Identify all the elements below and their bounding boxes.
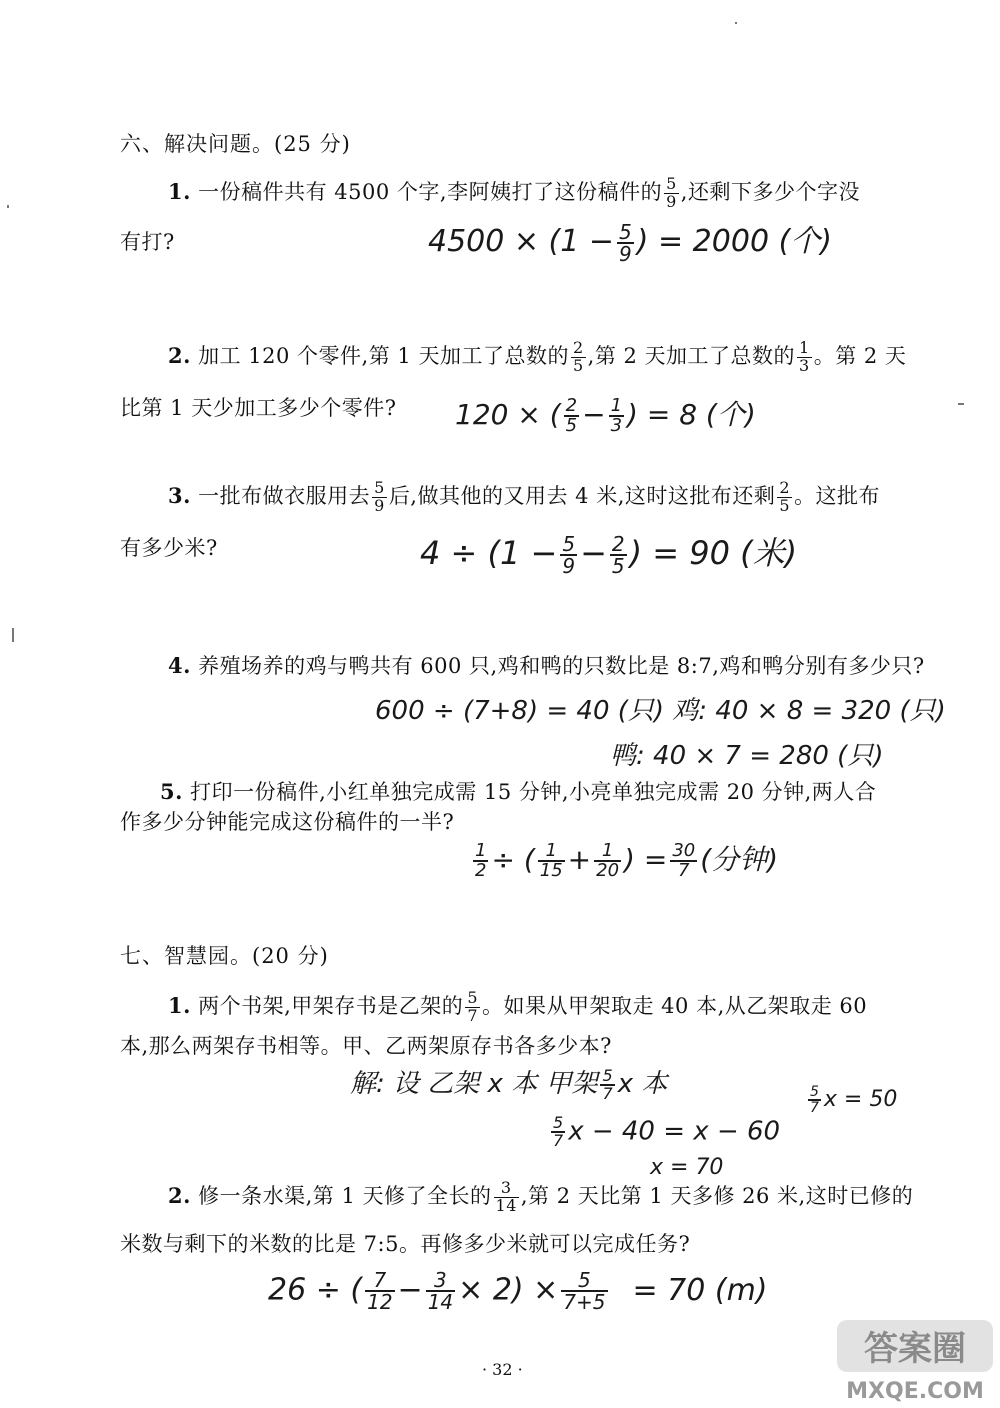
question-text: 后,做其他的又用去 4 米,这时这批布还剩 (388, 484, 776, 508)
question-number: 1. (168, 179, 191, 204)
fraction: $\frac{5}{9}$ (374, 478, 385, 515)
fraction: $\frac{3}{14}$ (495, 1178, 517, 1215)
question-text: 。这批布 (794, 484, 881, 508)
question-2 (168, 340, 906, 375)
answer-3: 4 ÷ (1 − $\frac{5}{9}$ − $\frac{2}{5}$ ) = 90 (米) (420, 532, 798, 578)
question-1 (168, 176, 860, 211)
answer-4-line-2: 鸭: 40 × 7 = 280 (只) (610, 741, 884, 771)
answer-2: 120 × ( $\frac{2}{5}$ − $\frac{1}{3}$ ) = 8 (个) (455, 395, 756, 436)
answer-s7-1-line-3: x = 70 (650, 1155, 724, 1180)
question-5-cont: 作多少分钟能完成这份稿件的一半? (120, 810, 455, 834)
section-7-question-2-cont: 米数与剩下的米数的比是 7:5。再修多少米就可以完成任务? (120, 1232, 691, 1256)
question-text: 一份稿件共有 4500 个字,李阿姨打了这份稿件的 (198, 180, 663, 204)
fraction: $\frac{1}{3}$ (799, 338, 810, 375)
fraction: $\frac{5}{9}$ (666, 174, 677, 211)
question-1-cont: 有打? (120, 230, 175, 254)
watermark-graphic (835, 1318, 995, 1404)
question-number: 3. (168, 483, 191, 508)
question-4 (168, 650, 925, 680)
page-number: · 32 · (482, 1360, 523, 1379)
section-7-question-1 (168, 990, 867, 1025)
answer-s7-2: 26 ÷ ( $\frac{7}{12}$ − $\frac{3}{14}$ × 2) × $\frac{5}{7+5}$ = 70 (m) (268, 1268, 768, 1314)
question-3-cont: 有多少米? (120, 536, 218, 560)
answer-1: 4500 × (1 − $\frac{5}{9}$ ) = 2000 (个) (428, 219, 832, 266)
section-7-question-1-cont: 本,那么两架存书相等。甲、乙两架原存书各多少本? (120, 1034, 612, 1058)
scan-speck (958, 403, 964, 405)
svg-text:MXQE.COM: MXQE.COM (846, 1379, 984, 1404)
question-number: 2. (168, 1183, 191, 1208)
question-text: ,第 2 天加工了总数的 (587, 344, 796, 368)
question-text: 。如果从甲架取走 40 本,从乙架取走 60 (482, 994, 868, 1018)
answer-5: $\frac{1}{2}$ ÷ ( $\frac{1}{15}$ + $\frac{1}{20}$ ) = $\frac{30}{7}$ (分钟) (475, 840, 779, 881)
question-2-cont: 比第 1 天少加工多少个零件? (120, 396, 397, 420)
question-text: 一批布做衣服用去 (198, 484, 371, 508)
section-6-title: 六、解决问题。(25 分) (120, 132, 351, 156)
question-number: 5. (160, 779, 183, 804)
question-text: 修一条水渠,第 1 天修了全长的 (198, 1184, 492, 1208)
question-text: 。第 2 天 (813, 344, 907, 368)
question-text: 打印一份稿件,小红单独完成需 15 分钟,小亮单独完成需 20 分钟,两人合 (190, 780, 877, 804)
scan-speck (7, 205, 9, 208)
answer-s7-1-line-1: 解: 设 乙架 x 本 甲架 $\frac{5}{7}$ x 本 (350, 1065, 668, 1103)
question-3 (168, 480, 880, 515)
question-number: 1. (168, 993, 191, 1018)
watermark-logo (835, 1318, 995, 1404)
question-number: 4. (168, 653, 191, 678)
section-7-question-2 (168, 1180, 913, 1215)
question-text: 养殖场养的鸡与鸭共有 600 只,鸡和鸭的只数比是 8:7,鸡和鸭分别有多少只? (198, 654, 925, 678)
question-text: 加工 120 个零件,第 1 天加工了总数的 (198, 344, 569, 368)
fraction: $\frac{5}{7}$ (467, 988, 478, 1025)
answer-s7-1-line-2: $\frac{5}{7}$ x − 40 = x − 60 (553, 1113, 781, 1150)
svg-text:答案圈: 答案圈 (864, 1329, 966, 1369)
section-7-title: 七、智慧园。(20 分) (120, 944, 329, 968)
answer-s7-1-side: $\frac{5}{7}$ x = 50 (810, 1084, 898, 1116)
scan-speck (12, 628, 14, 642)
question-text: 两个书架,甲架存书是乙架的 (198, 994, 464, 1018)
fraction: $\frac{2}{5}$ (572, 338, 584, 375)
question-5 (160, 776, 876, 806)
question-number: 2. (168, 343, 191, 368)
question-text: ,第 2 天比第 1 天多修 26 米,这时已修的 (520, 1184, 914, 1208)
answer-4-line-1: 600 ÷ (7+8) = 40 (只) 鸡: 40 × 8 = 320 (只) (375, 696, 946, 726)
fraction: $\frac{2}{5}$ (779, 478, 791, 515)
scan-speck (735, 22, 737, 24)
question-text: ,还剩下多少个字没 (680, 180, 860, 204)
